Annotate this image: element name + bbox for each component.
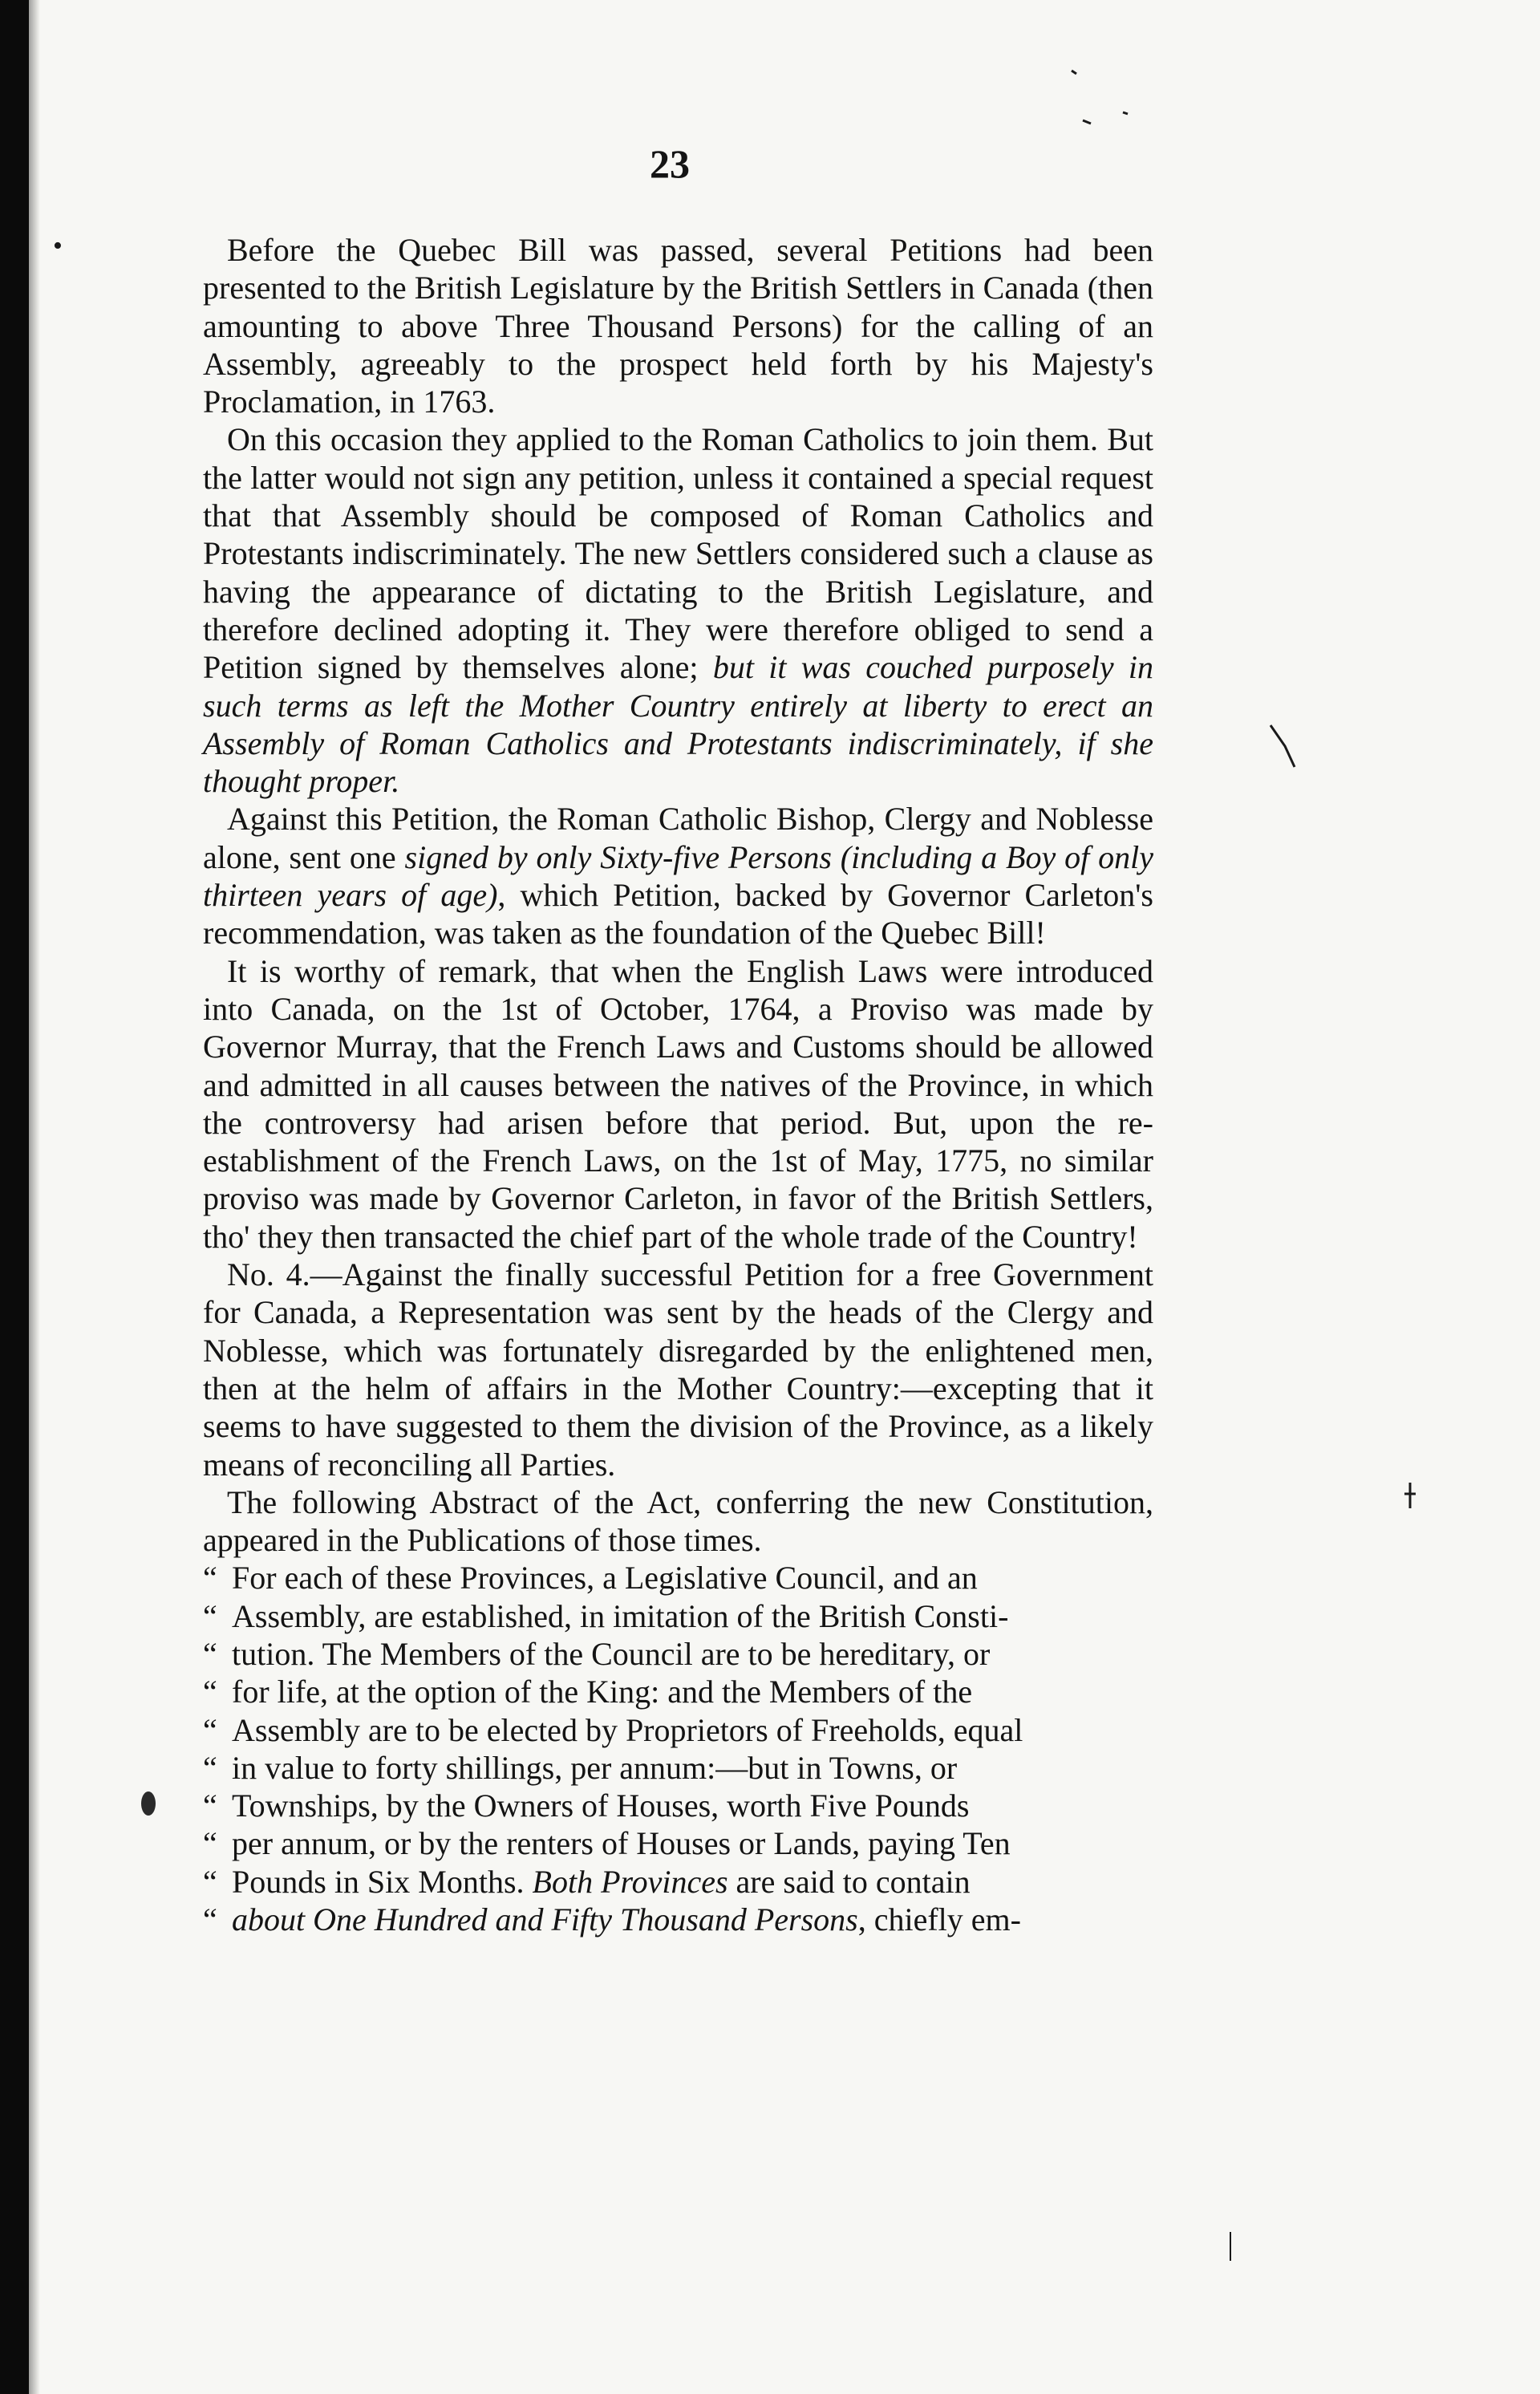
- margin-stroke-icon: [1267, 722, 1299, 770]
- text-run: Against this Petition, the Roman Catholic Bishop, Clergy and Noblesse alone, sent one: [203, 801, 1153, 875]
- paragraph-english-laws-proviso: [203, 952, 1153, 1256]
- quoted-line: [203, 1635, 1153, 1673]
- quote-mark: “: [203, 1825, 217, 1862]
- quoted-line: [203, 1597, 1153, 1635]
- binding-shadow: [29, 0, 40, 2394]
- italic-text-run: but it was couched purposely in such terms as left the Mother Country entirely at liberty to erect an Assembly of Roman Catholics and Protestants indiscriminately, if she thought proper.: [203, 649, 1154, 800]
- quoted-line: [203, 1559, 1153, 1597]
- margin-dots-icon: [1067, 64, 1139, 144]
- margin-cross-icon: [1402, 1481, 1418, 1510]
- quoted-line: [203, 1863, 1153, 1901]
- text-run: No. 4.—Against the finally successful Petition for a free Government for Canada, a Representation was sent by the heads of the Clergy and Noblesse, which was fortunately disregarded by the enlightened men, then at the helm of affairs in the Mother Country:—excepting that it seems to have suggested to them the division of the Province, as a likely means of reconciling all Parties.: [203, 1256, 1153, 1483]
- quote-mark: “: [203, 1787, 217, 1824]
- quote-mark: “: [203, 1674, 217, 1710]
- text-run: , which Petition, backed by Governor Carleton's recommendation, was taken as the foundation of the Quebec Bill!: [203, 877, 1153, 952]
- quoted-line: [203, 1673, 1153, 1710]
- text-run: Before the Quebec Bill was passed, several Petitions had been presented to the British Legislature by the British Settlers in Canada (then amounting to above Three Thousand Persons) for the calling of an Assembly, agreeably to the prospect held forth by his Majesty's Proclamation, in 1763.: [203, 232, 1153, 420]
- margin-tick-icon: [1226, 2230, 1235, 2262]
- quote-mark: “: [203, 1560, 217, 1597]
- quoted-line: [203, 1901, 1153, 1938]
- text-run: Assembly are to be elected by Proprietors of Freeholds, equal: [232, 1711, 1023, 1748]
- paragraph-sixty-five-persons: [203, 800, 1153, 952]
- text-run: Pounds in Six Months.: [232, 1863, 533, 1900]
- page-number: 23: [650, 141, 690, 186]
- text-run: in value to forty shillings, per annum:—but in Towns, or: [232, 1749, 958, 1786]
- text-run: are said to contain: [727, 1863, 971, 1900]
- text-run: On this occasion they applied to the Roman Catholics to join them. But the latter would not sign any petition, unless it contained a special request that that Assembly should be composed of Roman Catholics and Protestants indiscriminately. The new Settlers considered such a clause as having the appearance of dictating to the British Legislature, and therefore declined adopting it. They were therefore obliged to send a Petition signed by themselves alone;: [203, 421, 1153, 686]
- italic-text-run: about One Hundred and Fifty Thousand Persons: [232, 1901, 858, 1938]
- italic-text-run: signed by only Sixty-five Persons (including a Boy of only thirteen years of age): [203, 838, 1153, 914]
- quoted-line: [203, 1824, 1153, 1862]
- text-run: for life, at the option of the King: and the Members of the: [232, 1674, 973, 1710]
- margin-blot-icon: [136, 1787, 160, 1820]
- paragraph-abstract-intro: [203, 1483, 1153, 1560]
- text-run: Townships, by the Owners of Houses, worth Five Pounds: [232, 1787, 970, 1824]
- text-run: The following Abstract of the Act, conferring the new Constitution, appeared in the Publications of those times.: [203, 1483, 1153, 1559]
- quote-mark: “: [203, 1711, 217, 1748]
- paragraph-roman-catholics-join: [203, 420, 1153, 800]
- body-text: [203, 231, 1153, 1938]
- quoted-line: [203, 1749, 1153, 1787]
- quote-mark: “: [203, 1901, 217, 1938]
- quote-mark: “: [203, 1597, 217, 1634]
- margin-bullet-icon: •: [53, 231, 63, 261]
- quoted-line: [203, 1787, 1153, 1824]
- text-run: Assembly, are established, in imitation of the British Consti-: [232, 1597, 1009, 1634]
- italic-text-run: Both Provinces: [532, 1863, 728, 1900]
- text-run: , chiefly em-: [857, 1901, 1021, 1938]
- text-run: per annum, or by the renters of Houses or Lands, paying Ten: [232, 1825, 1011, 1862]
- quote-mark: “: [203, 1863, 217, 1900]
- quote-mark: “: [203, 1749, 217, 1786]
- paragraph-no-4-representation: [203, 1256, 1153, 1483]
- quoted-line: [203, 1711, 1153, 1749]
- quoted-abstract: [203, 1559, 1153, 1938]
- text-run: For each of these Provinces, a Legislative Council, and an: [232, 1560, 978, 1597]
- paragraph-quebec-bill-petitions: [203, 231, 1153, 420]
- quote-mark: “: [203, 1635, 217, 1672]
- text-run: tution. The Members of the Council are to be hereditary, or: [232, 1635, 991, 1672]
- text-run: It is worthy of remark, that when the English Laws were introduced into Canada, on the 1st of October, 1764, a Proviso was made by Governor Murray, that the French Laws and Customs should be allowed and admitted in all causes between the natives of the Province, in which the controversy had arisen before that period. But, upon the re-establishment of the French Laws, on the 1st of May, 1775, no similar proviso was made by Governor Carleton, in favor of the British Settlers, tho' they then transacted the chief part of the whole trade of the Country!: [203, 952, 1153, 1255]
